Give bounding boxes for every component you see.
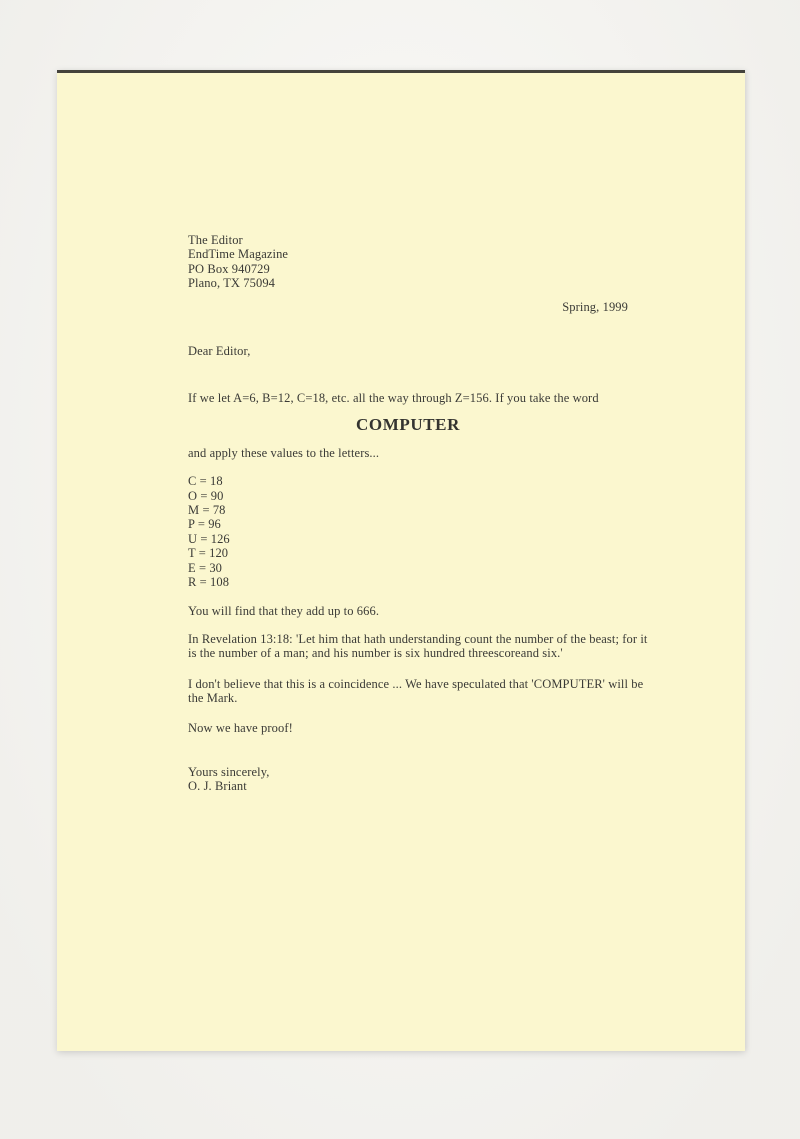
- salutation: Dear Editor,: [188, 344, 251, 359]
- letter-value: C = 18: [188, 474, 223, 489]
- letter-value: U = 126: [188, 531, 230, 546]
- computer-heading: COMPUTER: [356, 414, 460, 434]
- revelation-paragraph: [188, 631, 648, 661]
- letter-value: P = 96: [188, 517, 221, 532]
- letter-page: [57, 70, 745, 1051]
- belief-paragraph: [188, 676, 644, 706]
- closing-line: Yours sincerely,: [188, 764, 270, 779]
- recipient-line: EndTime Magazine: [188, 247, 289, 262]
- letter-value: T = 120: [188, 546, 229, 561]
- belief-line: the Mark.: [188, 691, 238, 706]
- letter-value: E = 30: [188, 560, 223, 575]
- letter-date: Spring, 1999: [562, 299, 628, 314]
- recipient-address: [188, 233, 628, 291]
- closing-block: [188, 765, 628, 794]
- letter-content: [188, 233, 648, 794]
- letter-values-list: [188, 474, 628, 589]
- recipient-line: PO Box 940729: [188, 261, 270, 276]
- signature-line: O. J. Briant: [188, 779, 247, 794]
- apply-paragraph: and apply these values to the letters...: [188, 445, 380, 460]
- letter-value: M = 78: [188, 503, 226, 518]
- intro-paragraph: If we let A=6, B=12, C=18, etc. all the way through Z=156. If you take the word: [188, 391, 599, 406]
- recipient-line: The Editor: [188, 233, 243, 247]
- recipient-line: Plano, TX 75094: [188, 276, 276, 291]
- letter-value: O = 90: [188, 488, 224, 503]
- revelation-line: In Revelation 13:18: 'Let him that hath understanding count the number of the beast; for it: [188, 631, 648, 646]
- revelation-line: is the number of a man; and his number is six hundred threescoreand six.': [188, 646, 563, 661]
- belief-line: I don't believe that this is a coincidence ... We have speculated that 'COMPUTER' will be: [188, 676, 644, 691]
- proof-paragraph: Now we have proof!: [188, 720, 293, 735]
- letter-value: R = 108: [188, 575, 230, 590]
- sum-paragraph: You will find that they add up to 666.: [188, 603, 380, 618]
